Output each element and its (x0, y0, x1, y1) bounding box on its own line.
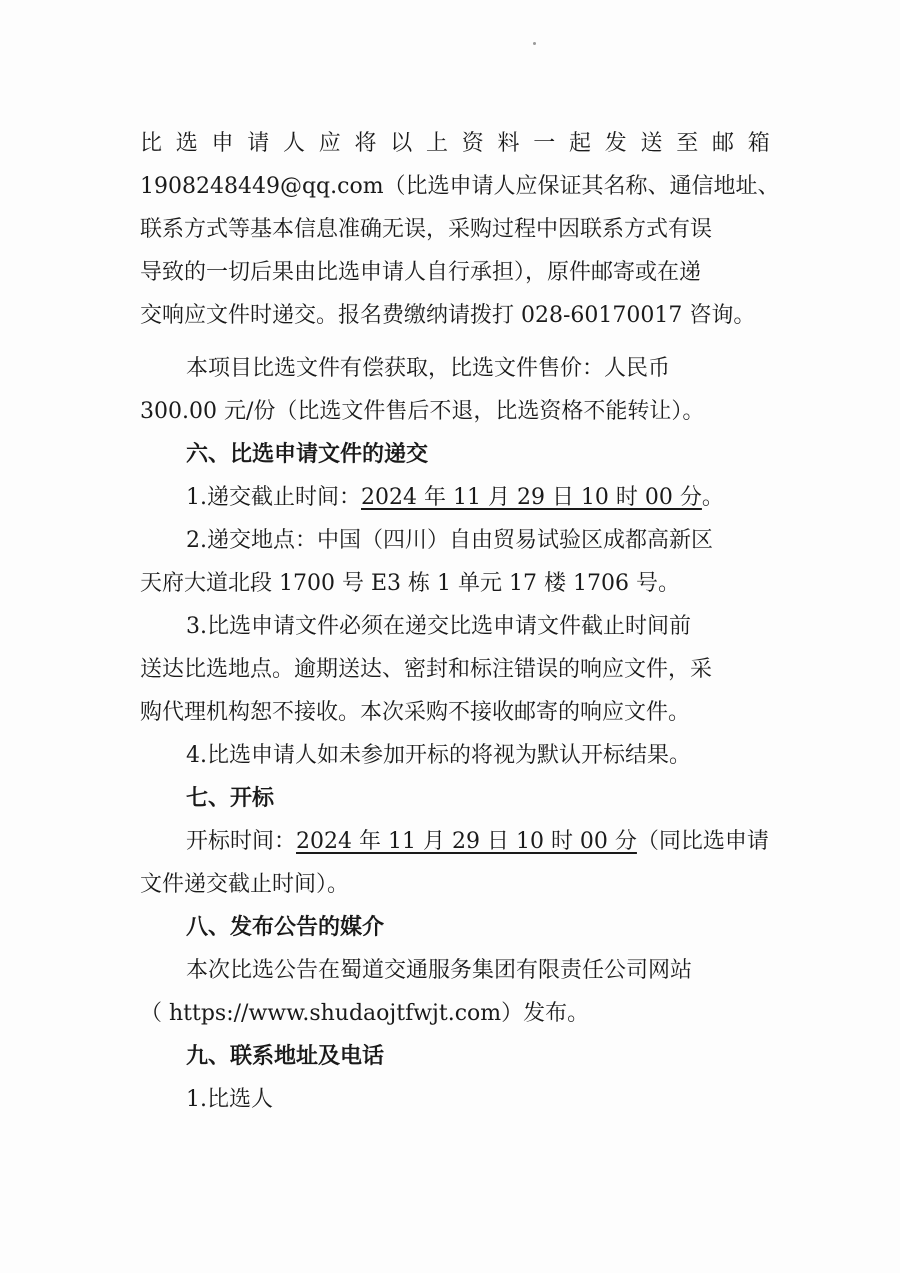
section-7-line-2: 文件递交截止时间）。 (140, 872, 350, 897)
justified-char: 将 (354, 131, 377, 156)
document-body (140, 122, 780, 1121)
section-8-line-2: （ https://www.shudaojtfwjt.com）发布。 (140, 1001, 590, 1026)
justified-char: 发 (604, 131, 627, 156)
deadline-date: 2024 年 11 月 29 日 10 时 00 分 (361, 485, 702, 510)
paragraph-1-line-4: 导致的一切后果由比选申请人自行承担），原件邮寄或在递 (140, 260, 702, 285)
section-7-line-1 (140, 820, 770, 863)
opening-time-label: 开标时间： (186, 829, 297, 854)
justified-char: 人 (283, 131, 306, 156)
justified-char: 应 (318, 131, 341, 156)
section-6-item-3-line-2: 送达比选地点。逾期送达、密封和标注错误的响应文件，采 (140, 657, 713, 682)
opening-date: 2024 年 11 月 29 日 10 时 00 分 (296, 829, 637, 854)
section-6-item-3-line-1: 3.比选申请文件必须在递交比选申请文件截止时间前 (186, 614, 691, 639)
section-6-item-1 (140, 476, 770, 519)
justified-char: 一 (533, 131, 556, 156)
item-1-label: 1.递交截止时间： (186, 485, 361, 510)
section-6-item-2-line-2: 天府大道北段 1700 号 E3 栋 1 单元 17 楼 1706 号。 (140, 571, 680, 596)
justified-char: 箱 (747, 131, 770, 156)
section-6-item-4: 4.比选申请人如未参加开标的将视为默认开标结果。 (186, 743, 691, 768)
paragraph-1-line-3: 联系方式等基本信息准确无误，采购过程中因联系方式有误 (140, 217, 713, 242)
justified-char: 邮 (712, 131, 735, 156)
justified-char: 资 (461, 131, 484, 156)
paragraph-2-line-1: 本项目比选文件有偿获取，比选文件售价：人民币 (186, 356, 671, 381)
section-7-heading: 七、开标 (186, 786, 275, 811)
scan-speck (533, 42, 536, 45)
paragraph-1-line-2: 1908248449@qq.com（比选申请人应保证其名称、通信地址、 (140, 174, 780, 199)
opening-time-note: （同比选申请 (636, 829, 769, 854)
justified-char: 选 (175, 131, 198, 156)
section-9-heading: 九、联系地址及电话 (186, 1044, 385, 1069)
section-8-line-1: 本次比选公告在蜀道交通服务集团有限责任公司网站 (186, 958, 693, 983)
paragraph-1-line-1 (140, 122, 770, 165)
justified-char: 上 (426, 131, 449, 156)
justified-char: 料 (497, 131, 520, 156)
item-1-suffix: 。 (701, 485, 724, 510)
section-9-item-1: 1.比选人 (186, 1087, 273, 1112)
justified-char: 请 (247, 131, 270, 156)
paragraph-2-line-2: 300.00 元/份（比选文件售后不退，比选资格不能转让）。 (140, 399, 705, 424)
justified-char: 以 (390, 131, 413, 156)
section-6-item-3-line-3: 购代理机构恕不接收。本次采购不接收邮寄的响应文件。 (140, 700, 691, 725)
section-6-heading: 六、比选申请文件的递交 (186, 442, 429, 467)
justified-char: 起 (569, 131, 592, 156)
justified-char: 申 (211, 131, 234, 156)
justified-char: 比 (140, 131, 163, 156)
paragraph-1-line-5: 交响应文件时递交。报名费缴纳请拨打 028-60170017 咨询。 (140, 303, 756, 328)
justified-char: 至 (676, 131, 699, 156)
justified-char: 送 (640, 131, 663, 156)
section-6-item-2-line-1: 2.递交地点：中国（四川）自由贸易试验区成都高新区 (186, 528, 713, 553)
section-8-heading: 八、发布公告的媒介 (186, 915, 385, 940)
